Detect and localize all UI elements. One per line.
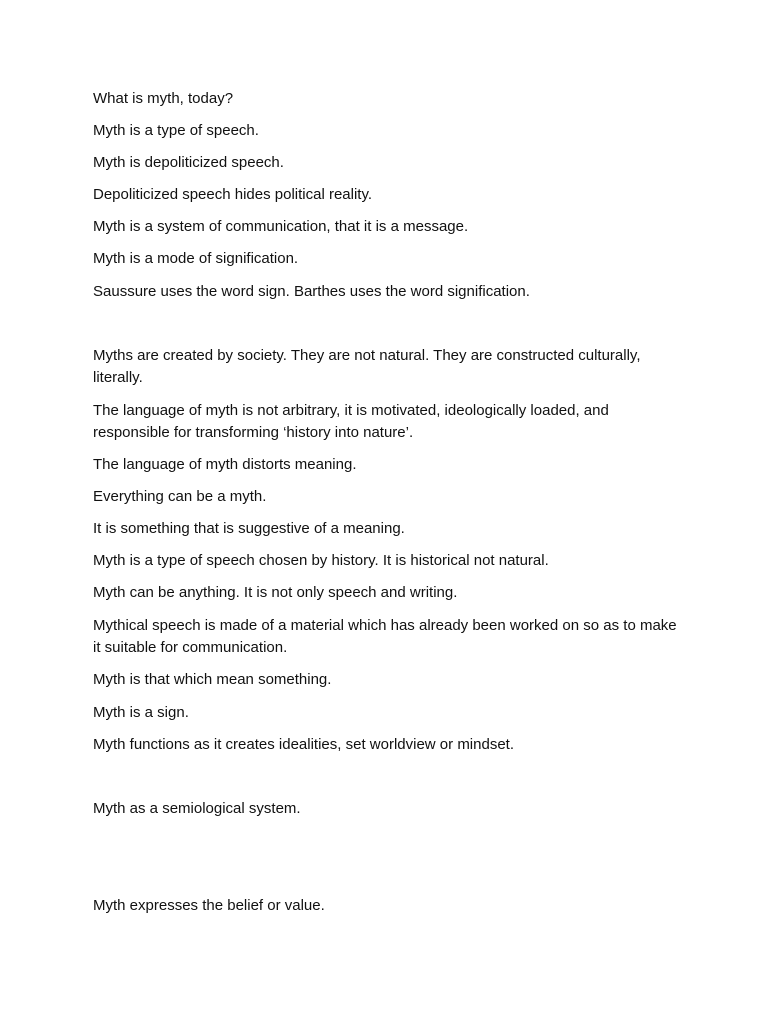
paragraph-10: The language of myth distorts meaning.: [93, 456, 357, 473]
paragraph-3: Myth is depoliticized speech.: [93, 154, 284, 171]
paragraph-9: The language of myth is not arbitrary, it is motivated, ideologically loaded, and responsible for transforming ‘history into nature’.: [93, 402, 609, 441]
paragraph-16: Myth is that which mean something.: [93, 671, 332, 688]
paragraph-12: It is something that is suggestive of a meaning.: [93, 520, 405, 537]
paragraph-14: Myth can be anything. It is not only speech and writing.: [93, 584, 458, 601]
paragraph-6: Myth is a mode of signification.: [93, 250, 299, 267]
paragraph-19: Myth as a semiological system.: [93, 800, 301, 817]
paragraph-13: Myth is a type of speech chosen by history. It is historical not natural.: [93, 552, 549, 569]
paragraph-11: Everything can be a myth.: [93, 488, 267, 505]
paragraph-15: Mythical speech is made of a material which has already been worked on so as to make it suitable for communication.: [93, 617, 677, 656]
paragraph-18: Myth functions as it creates idealities, set worldview or mindset.: [93, 736, 515, 753]
paragraph-7: Saussure uses the word sign. Barthes uses the word signification.: [93, 283, 530, 300]
paragraph-4: Depoliticized speech hides political reality.: [93, 186, 373, 203]
paragraph-17: Myth is a sign.: [93, 704, 189, 721]
paragraph-20: Myth expresses the belief or value.: [93, 897, 325, 914]
paragraph-2: Myth is a type of speech.: [93, 122, 259, 139]
paragraph-8: Myths are created by society. They are not natural. They are constructed culturally, literally.: [93, 347, 641, 386]
paragraph-5: Myth is a system of communication, that it is a message.: [93, 218, 469, 235]
paragraph-1: What is myth, today?: [93, 90, 234, 107]
